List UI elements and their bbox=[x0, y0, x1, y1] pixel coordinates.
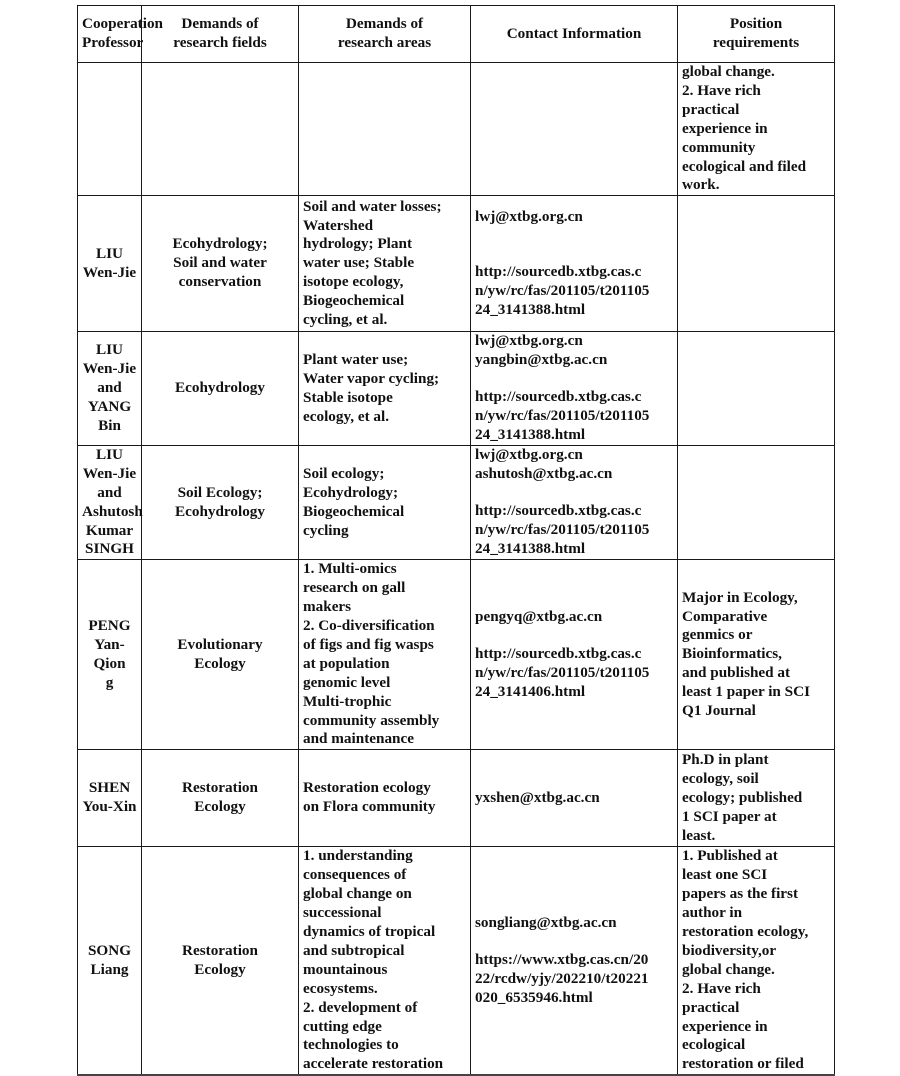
table-row bbox=[78, 560, 835, 750]
table-row bbox=[78, 63, 835, 196]
requirements-cell: global change. 2. Have rich practical experience in community ecological and filed work. bbox=[678, 63, 835, 196]
contact-cell bbox=[471, 63, 678, 196]
requirements-cell bbox=[678, 445, 835, 559]
contact-url-link[interactable]: http://sourcedb.xtbg.cas.c n/yw/rc/fas/201105/t201105 24_3141388.html bbox=[475, 388, 650, 443]
areas-cell: Soil ecology; Ecohydrology; Biogeochemical cycling bbox=[299, 445, 471, 559]
positions-table bbox=[77, 5, 835, 1076]
areas-cell bbox=[299, 63, 471, 196]
requirements-cell: Ph.D in plant ecology, soil ecology; published 1 SCI paper at least. bbox=[678, 750, 835, 847]
contact-email[interactable]: lwj@xtbg.org.cn bbox=[475, 208, 583, 226]
areas-cell: Plant water use; Water vapor cycling; Stable isotope ecology, et al. bbox=[299, 332, 471, 446]
requirements-cell bbox=[678, 196, 835, 332]
areas-cell: 1. understanding consequences of global change on successional dynamics of tropical and subtropical mountainous ecosystems. 2. development of cutting edge technologies to accelerate restoration bbox=[299, 847, 471, 1075]
professor-cell: LIU Wen-Jie and Ashutosh Kumar SINGH bbox=[78, 445, 142, 559]
contact-email[interactable]: lwj@xtbg.org.cn yangbin@xtbg.ac.cn bbox=[475, 332, 608, 369]
header-contact-information: Contact Information bbox=[471, 6, 678, 63]
contact-email[interactable]: lwj@xtbg.org.cn ashutosh@xtbg.ac.cn bbox=[475, 446, 613, 483]
contact-url-link[interactable]: http://sourcedb.xtbg.cas.c n/yw/rc/fas/201105/t201105 24_3141406.html bbox=[475, 644, 650, 700]
areas-cell: Soil and water losses; Watershed hydrology; Plant water use; Stable isotope ecology, Biogeochemical cycling, et al. bbox=[299, 196, 471, 332]
header-row bbox=[78, 6, 835, 63]
contact-cell bbox=[471, 560, 678, 750]
fields-cell: Restoration Ecology bbox=[142, 750, 299, 847]
contact-url-link[interactable]: http://sourcedb.xtbg.cas.c n/yw/rc/fas/201105/t201105 24_3141388.html bbox=[475, 262, 650, 318]
fields-cell: Ecohydrology; Soil and water conservation bbox=[142, 196, 299, 332]
professor-cell: PENG Yan-Qion g bbox=[78, 560, 142, 750]
header-cooperation-professor: Cooperation Professor bbox=[78, 6, 142, 63]
table-row bbox=[78, 750, 835, 847]
header-research-areas: Demands of research areas bbox=[299, 6, 471, 63]
contact-cell bbox=[471, 332, 678, 446]
header-research-fields: Demands of research fields bbox=[142, 6, 299, 63]
fields-cell: Restoration Ecology bbox=[142, 847, 299, 1075]
contact-email[interactable]: songliang@xtbg.ac.cn bbox=[475, 914, 617, 931]
fields-cell: Soil Ecology; Ecohydrology bbox=[142, 445, 299, 559]
professor-cell bbox=[78, 63, 142, 196]
contact-email[interactable]: pengyq@xtbg.ac.cn bbox=[475, 608, 603, 626]
requirements-cell: Major in Ecology, Comparative genmics or Bioinformatics, and published at least 1 paper in SCI Q1 Journal bbox=[678, 560, 835, 750]
requirements-cell bbox=[678, 332, 835, 446]
requirements-cell: 1. Published at least one SCI papers as the first author in restoration ecology, biodiversity,or global change. 2. Have rich practical experience in ecological restoration or filed bbox=[678, 847, 835, 1075]
areas-cell: 1. Multi-omics research on gall makers 2. Co-diversification of figs and fig wasps at population genomic level Multi-trophic community assembly and maintenance bbox=[299, 560, 471, 750]
fields-cell bbox=[142, 63, 299, 196]
areas-cell: Restoration ecology on Flora community bbox=[299, 750, 471, 847]
header-position-requirements: Position requirements bbox=[678, 6, 835, 63]
contact-url-link[interactable]: https://www.xtbg.cas.cn/20 22/rcdw/yjy/202210/t20221 020_6535946.html bbox=[475, 950, 649, 1006]
professor-cell: SONG Liang bbox=[78, 847, 142, 1075]
contact-cell bbox=[471, 445, 678, 559]
contact-url-link[interactable]: http://sourcedb.xtbg.cas.c n/yw/rc/fas/201105/t201105 24_3141388.html bbox=[475, 502, 650, 557]
table-row bbox=[78, 847, 835, 1075]
contact-cell bbox=[471, 196, 678, 332]
table-row bbox=[78, 332, 835, 446]
contact-email[interactable]: yxshen@xtbg.ac.cn bbox=[475, 788, 600, 806]
table-row bbox=[78, 445, 835, 559]
professor-cell: LIU Wen-Jie bbox=[78, 196, 142, 332]
contact-cell bbox=[471, 750, 678, 847]
contact-cell bbox=[471, 847, 678, 1075]
professor-cell: SHEN You-Xin bbox=[78, 750, 142, 847]
fields-cell: Evolutionary Ecology bbox=[142, 560, 299, 750]
table-row bbox=[78, 196, 835, 332]
fields-cell: Ecohydrology bbox=[142, 332, 299, 446]
professor-cell: LIU Wen-Jie and YANG Bin bbox=[78, 332, 142, 446]
